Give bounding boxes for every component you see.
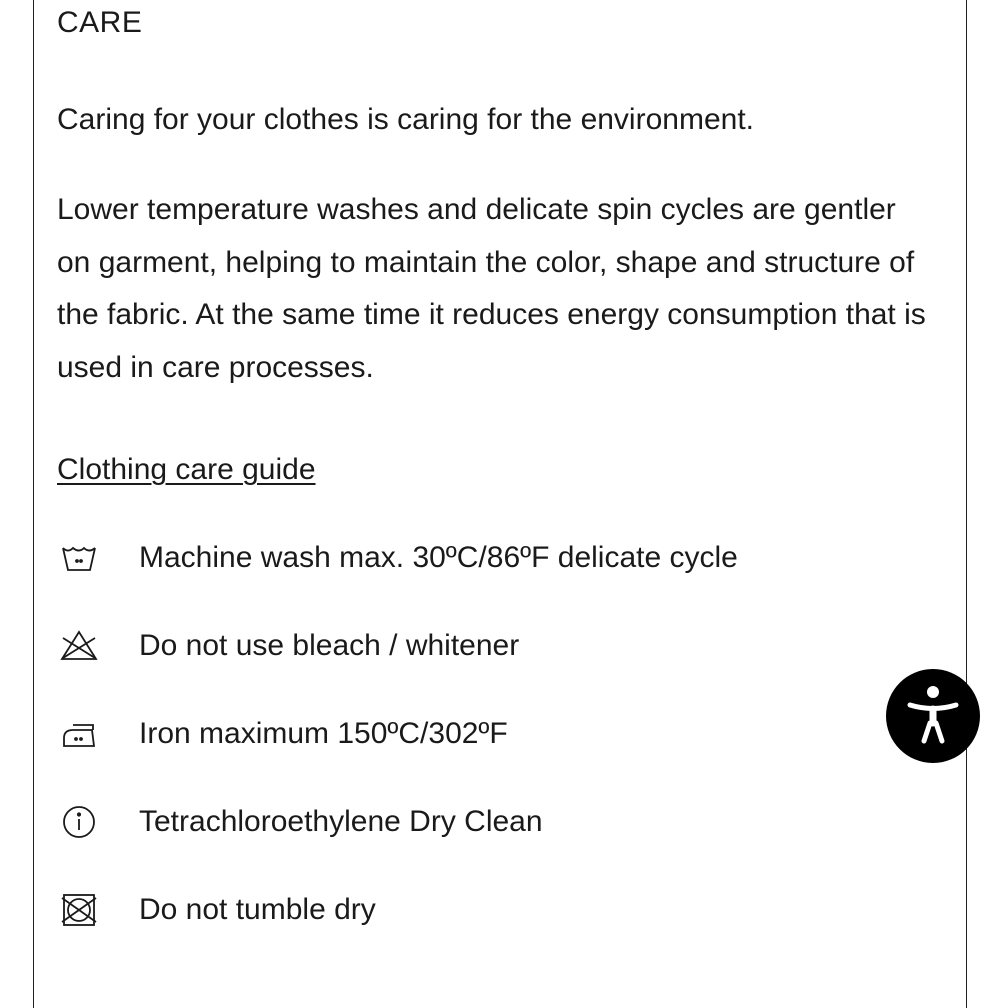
no-tumble-dry-icon xyxy=(59,892,99,928)
iron-medium-icon xyxy=(59,716,99,752)
no-bleach-icon xyxy=(59,628,99,664)
care-body-text: Lower temperature washes and delicate spin cycles are gentler on garment, helping to maintain the color, shape and structure of the fabric. At the same time it reduces energy consumption that is used in care processes. xyxy=(57,193,926,384)
dry-clean-p-icon xyxy=(59,804,99,840)
care-label-wash: Machine wash max. 30ºC/86ºF delicate cycle xyxy=(139,541,738,574)
care-label-bleach: Do not use bleach / whitener xyxy=(139,629,520,662)
accessibility-button[interactable] xyxy=(886,669,980,763)
care-panel xyxy=(33,0,967,1008)
wash-30-delicate-icon xyxy=(59,540,99,576)
care-label-dry-clean: Tetrachloroethylene Dry Clean xyxy=(139,805,543,838)
clothing-care-guide-link[interactable]: Clothing care guide xyxy=(57,453,316,486)
care-label-tumble-dry: Do not tumble dry xyxy=(139,893,376,926)
section-title: CARE xyxy=(57,6,143,39)
care-intro-text: Caring for your clothes is caring for the environment. xyxy=(57,103,754,136)
care-label-iron: Iron maximum 150ºC/302ºF xyxy=(139,717,508,750)
accessibility-person-icon xyxy=(904,683,962,747)
